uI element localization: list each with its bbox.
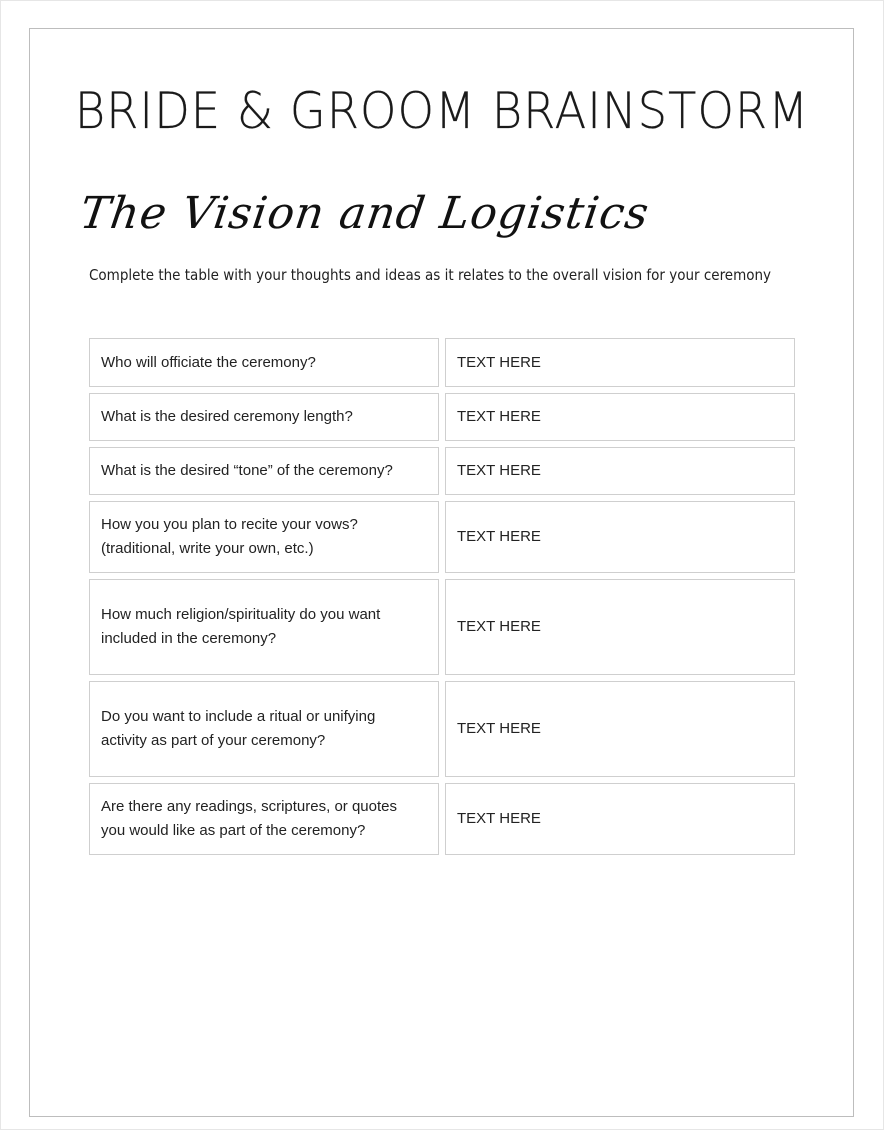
table-row: [89, 579, 795, 675]
question-cell: [89, 681, 439, 777]
answer-text: TEXT HERE: [457, 528, 541, 545]
instructions-text: Complete the table with your thoughts and ideas as it relates to the overall vision for your ceremony: [89, 266, 772, 284]
question-cell: [89, 338, 439, 387]
table-row: [89, 338, 795, 387]
answer-cell[interactable]: [445, 783, 795, 855]
table-row: [89, 783, 795, 855]
answer-cell[interactable]: [445, 681, 795, 777]
question-cell: [89, 447, 439, 495]
table-row: [89, 681, 795, 777]
question-text: Who will officiate the ceremony?: [101, 353, 316, 371]
answer-text: TEXT HERE: [457, 810, 541, 827]
question-text: What is the desired “tone” of the ceremony?: [101, 462, 393, 479]
answer-cell[interactable]: [445, 338, 795, 387]
question-cell: [89, 783, 439, 855]
question-cell: [89, 579, 439, 675]
question-table: [89, 338, 795, 861]
question-text: How you you plan to recite your vows? (traditional, write your own, etc.): [101, 516, 358, 557]
section-title: The Vision and Logistics: [76, 188, 653, 239]
question-text: Are there any readings, scriptures, or quotes you would like as part of the ceremony?: [101, 798, 397, 839]
answer-text: TEXT HERE: [457, 408, 541, 425]
question-cell: [89, 501, 439, 573]
answer-text: TEXT HERE: [457, 353, 541, 371]
table-row: [89, 501, 795, 573]
answer-text: TEXT HERE: [457, 720, 541, 737]
answer-cell[interactable]: [445, 501, 795, 573]
question-text: What is the desired ceremony length?: [101, 408, 353, 425]
question-text: Do you want to include a ritual or unifying activity as part of your ceremony?: [101, 708, 376, 749]
answer-cell[interactable]: [445, 393, 795, 441]
question-cell: [89, 393, 439, 441]
answer-text: TEXT HERE: [457, 618, 541, 635]
page-title: BRIDE & GROOM BRAINSTORM: [74, 82, 810, 140]
table-row: [89, 447, 795, 495]
question-text: How much religion/spirituality do you want included in the ceremony?: [101, 606, 381, 647]
answer-cell[interactable]: [445, 447, 795, 495]
table-row: [89, 393, 795, 441]
answer-cell[interactable]: [445, 579, 795, 675]
answer-text: TEXT HERE: [457, 462, 541, 479]
